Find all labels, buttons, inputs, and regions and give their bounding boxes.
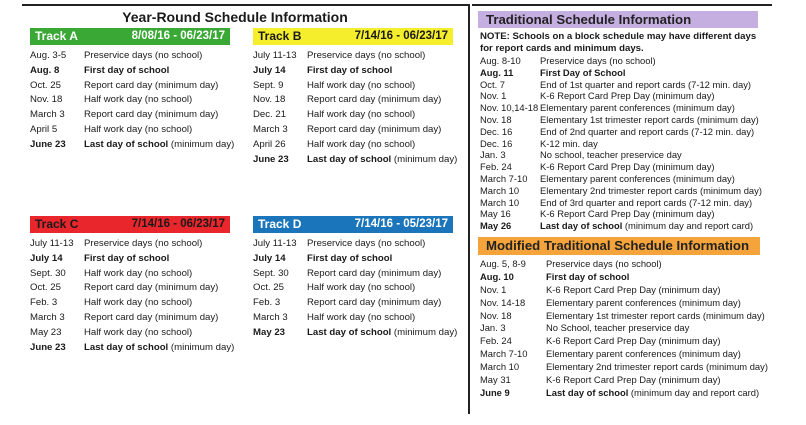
schedule-row — [253, 123, 453, 138]
traditional-note: NOTE: Schools on a block schedule may have different days for report cards and minimum days. — [480, 31, 757, 54]
row-event-text: Report card day (minimum day) — [307, 267, 442, 279]
row-date: June 23 — [253, 153, 289, 165]
schedule-row — [480, 297, 768, 310]
row-event — [307, 93, 441, 108]
track-a-dates: 8/08/16 - 06/23/17 — [131, 30, 225, 42]
row-event — [546, 387, 759, 400]
row-event-text: First day of school — [307, 252, 393, 264]
row-event-text: Preservice days (no school) — [84, 238, 203, 249]
schedule-row — [253, 281, 453, 296]
row-event-note: (minimum day) — [168, 138, 235, 150]
schedule-row — [480, 55, 762, 67]
row-event — [84, 326, 192, 341]
row-event — [540, 67, 625, 79]
row-date: Nov. 14-18 — [480, 296, 526, 308]
schedule-row — [253, 296, 453, 311]
row-event — [540, 102, 735, 114]
row-event — [307, 252, 392, 267]
row-event — [307, 326, 457, 341]
row-event-text: K-6 Report Card Prep Day (minimum day) — [546, 283, 721, 295]
track-b-name: Track B — [258, 29, 302, 43]
row-date: March 10 — [480, 196, 520, 208]
row-date: Feb. 24 — [480, 335, 512, 347]
row-event-text: Elementary 2nd trimester report cards (minimum day) — [540, 184, 762, 196]
schedule-row — [480, 374, 768, 387]
row-event — [540, 55, 656, 67]
row-date: April 5 — [30, 123, 58, 135]
row-event-text: Report card day (minimum day) — [84, 109, 219, 121]
row-event-text: Last day of school — [546, 386, 629, 398]
row-event-text: Elementary parent conferences (minimum day) — [540, 102, 735, 114]
row-event-text: Report card day (minimum day) — [84, 79, 219, 91]
schedule-row — [253, 252, 453, 267]
row-date: May 16 — [480, 208, 511, 220]
row-event-text: Elementary parent conferences (minimum day) — [540, 172, 735, 184]
row-event — [307, 108, 415, 123]
row-event-text: Half work day (no school) — [307, 109, 416, 121]
track-d-dates: 7/14/16 - 05/23/17 — [354, 218, 448, 230]
row-event-text: Report card day (minimum day) — [307, 94, 442, 106]
row-event-text: K-6 Report Card Prep Day (minimum day) — [540, 208, 715, 220]
row-event-text: K-6 Report Card Prep Day (minimum day) — [540, 90, 715, 102]
row-date: Dec. 16 — [480, 125, 513, 137]
track-a-header — [30, 28, 230, 45]
row-date: Feb. 3 — [30, 297, 58, 309]
schedule-row — [30, 79, 230, 94]
row-event — [546, 361, 768, 374]
row-event-text: Preservice days (no school) — [540, 55, 656, 66]
schedule-row — [253, 108, 453, 123]
row-event-text: Half work day (no school) — [307, 79, 416, 91]
row-event — [84, 341, 234, 356]
schedule-row — [480, 138, 762, 150]
schedule-row — [253, 311, 453, 326]
row-event — [540, 79, 751, 91]
row-event — [84, 311, 218, 326]
row-event — [84, 281, 218, 296]
row-date: July 14 — [253, 252, 286, 264]
track-b-dates: 7/14/16 - 06/23/17 — [354, 30, 448, 42]
row-event — [307, 267, 441, 282]
row-event-text: Half work day (no school) — [307, 138, 416, 150]
row-event-text: Elementary 2nd trimester report cards (minimum day) — [546, 361, 768, 373]
row-date: July 11-13 — [253, 238, 297, 249]
schedule-row — [480, 208, 762, 220]
row-event-note: (minimum day and report card) — [628, 386, 760, 398]
row-event — [546, 374, 721, 387]
schedule-row — [480, 258, 768, 271]
row-event — [540, 138, 598, 150]
row-event — [546, 335, 721, 348]
row-date: Nov. 10,14-18 — [480, 102, 539, 114]
row-event-text: K-6 Report Card Prep Day (minimum day) — [540, 161, 715, 173]
schedule-row — [480, 67, 762, 79]
row-date: March 3 — [253, 123, 288, 135]
row-event — [84, 79, 218, 94]
schedule-row — [30, 237, 230, 252]
row-event-text: Preservice days (no school) — [307, 238, 426, 249]
row-event-text: Report card day (minimum day) — [84, 311, 219, 323]
row-event-text: Last day of school — [84, 341, 169, 353]
track-b-rows — [253, 49, 458, 167]
row-event-text: Half work day (no school) — [307, 311, 416, 323]
row-event — [84, 138, 234, 153]
row-date: Nov. 18 — [480, 309, 512, 321]
track-b-header — [253, 28, 453, 45]
schedule-row — [253, 237, 453, 252]
row-event — [546, 258, 662, 271]
top-border-left — [22, 4, 470, 6]
schedule-row — [253, 138, 453, 153]
row-event-text: Last day of school — [307, 326, 392, 338]
row-event-text: No school, teacher preservice day — [540, 149, 682, 161]
row-event-text: Report card day (minimum day) — [307, 123, 442, 135]
row-date: March 7-10 — [480, 348, 528, 360]
schedule-row — [480, 348, 768, 361]
schedule-row — [480, 361, 768, 374]
track-a-rows — [30, 49, 235, 153]
row-event-text: Preservice days (no school) — [84, 50, 203, 61]
schedule-row — [480, 126, 762, 138]
row-event-text: Elementary 1st trimester report cards (minimum day) — [546, 309, 765, 321]
row-date: March 3 — [30, 311, 65, 323]
row-date: Oct. 25 — [30, 282, 61, 294]
schedule-row — [480, 185, 762, 197]
track-c-name: Track C — [35, 217, 79, 231]
row-date: Jan. 3 — [480, 322, 506, 334]
top-border-right — [472, 4, 772, 6]
schedule-row — [30, 138, 235, 153]
row-event-text: End of 2nd quarter and report cards (7-12 min. day) — [540, 125, 755, 137]
row-event — [540, 173, 735, 185]
row-event — [540, 126, 754, 138]
schedule-row — [30, 108, 230, 123]
row-date: Jan. 3 — [480, 149, 506, 161]
row-date: Aug. 11 — [480, 66, 514, 78]
row-event — [546, 348, 741, 361]
row-event — [84, 237, 202, 252]
row-event — [540, 114, 759, 126]
row-event-text: First day of school — [546, 270, 630, 282]
row-event-text: K-6 Report Card Prep Day (minimum day) — [546, 374, 721, 386]
row-date: June 9 — [480, 386, 510, 398]
row-date: Oct. 25 — [253, 282, 284, 294]
row-event — [307, 153, 457, 168]
row-event — [307, 49, 425, 64]
row-date: May 31 — [480, 374, 511, 386]
row-date: March 10 — [480, 361, 520, 373]
row-event-note: (minimum day) — [391, 153, 458, 165]
row-event-text: Half work day (no school) — [84, 326, 193, 338]
row-event — [307, 296, 441, 311]
row-event — [540, 161, 715, 173]
row-date: March 3 — [30, 109, 65, 121]
row-event — [307, 64, 392, 79]
row-event — [307, 311, 415, 326]
row-event-text: End of 3rd quarter and report cards (7-12 min. day) — [540, 196, 753, 208]
row-event-note: (minimum day) — [391, 326, 458, 338]
row-event-text: First day of school — [307, 64, 393, 76]
row-date: June 23 — [30, 138, 66, 150]
schedule-row — [253, 326, 458, 341]
row-date: Aug. 3-5 — [30, 50, 67, 61]
row-event-text: Half work day (no school) — [84, 267, 193, 279]
schedule-row — [253, 79, 453, 94]
row-date: Nov. 18 — [253, 94, 286, 106]
row-event — [84, 108, 218, 123]
schedule-row — [480, 161, 762, 173]
row-event — [546, 284, 721, 297]
row-event — [84, 296, 192, 311]
schedule-row — [30, 296, 230, 311]
track-a-name: Track A — [35, 29, 78, 43]
row-date: Feb. 3 — [253, 297, 281, 309]
row-date: Dec. 16 — [480, 137, 513, 149]
track-c — [30, 216, 235, 355]
row-date: Aug. 8-10 — [480, 55, 521, 66]
schedule-row — [30, 252, 230, 267]
row-event — [84, 93, 192, 108]
schedule-row — [30, 311, 230, 326]
row-event — [307, 281, 415, 296]
row-event — [540, 185, 762, 197]
row-event-text: Elementary parent conferences (minimum day) — [546, 348, 741, 360]
row-event-text: First day of school — [84, 64, 170, 76]
schedule-row — [480, 149, 762, 161]
row-date: July 11-13 — [30, 238, 74, 249]
row-event — [546, 271, 629, 284]
track-d — [253, 216, 458, 341]
traditional-rows — [480, 55, 762, 232]
row-event-note: (minimum day and report card) — [622, 220, 754, 232]
modified-title: Modified Traditional Schedule Information — [478, 237, 760, 255]
row-date: Aug. 5, 8-9 — [480, 258, 526, 269]
row-event-text: K-12 min. day — [540, 137, 598, 149]
schedule-row — [30, 281, 230, 296]
modified-rows — [480, 258, 768, 400]
schedule-row — [480, 284, 768, 297]
schedule-row — [253, 267, 453, 282]
schedule-row — [480, 79, 762, 91]
row-event-text: End of 1st quarter and report cards (7-12 min. day) — [540, 78, 752, 90]
row-date: Sept. 9 — [253, 79, 284, 91]
row-event-text: Elementary 1st trimester report cards (minimum day) — [540, 113, 759, 125]
row-event-text: Report card day (minimum day) — [84, 282, 219, 294]
row-event — [540, 90, 715, 102]
row-event — [84, 64, 169, 79]
row-event-text: Last day of school — [540, 220, 623, 232]
row-date: July 14 — [30, 252, 63, 264]
schedule-row — [30, 64, 230, 79]
row-date: May 26 — [480, 220, 512, 232]
row-date: May 23 — [253, 326, 285, 338]
row-event-text: K-6 Report Card Prep Day (minimum day) — [546, 335, 721, 347]
row-date: Oct. 7 — [480, 78, 506, 90]
row-event — [307, 138, 415, 153]
schedule-row — [30, 93, 230, 108]
row-event — [540, 220, 753, 232]
row-event — [307, 79, 415, 94]
row-event — [84, 49, 202, 64]
row-date: Aug. 10 — [480, 270, 514, 282]
schedule-row — [253, 49, 453, 64]
schedule-row — [480, 173, 762, 185]
row-event-note: (minimum day) — [168, 341, 235, 353]
schedule-row — [480, 102, 762, 114]
row-date: Nov. 1 — [480, 283, 507, 295]
row-event-text: Preservice days (no school) — [307, 50, 426, 61]
row-event-text: No School, teacher preservice day — [546, 322, 690, 334]
row-event — [307, 237, 425, 252]
row-event — [540, 208, 715, 220]
row-date: May 23 — [30, 326, 62, 338]
row-date: Aug. 8 — [30, 64, 60, 76]
schedule-row — [253, 64, 453, 79]
row-event-text: Last day of school — [84, 138, 169, 150]
traditional-title: Traditional Schedule Information — [478, 11, 758, 28]
schedule-row — [253, 153, 458, 168]
track-c-header — [30, 216, 230, 233]
row-date: Sept. 30 — [30, 267, 66, 279]
row-event-text: Half work day (no school) — [84, 94, 193, 106]
row-date: Nov. 18 — [480, 113, 512, 125]
schedule-row — [480, 271, 768, 284]
track-c-rows — [30, 237, 235, 355]
row-date: Nov. 1 — [480, 90, 507, 102]
schedule-row — [480, 335, 768, 348]
row-date: April 26 — [253, 138, 286, 150]
row-date: Sept. 30 — [253, 267, 289, 279]
row-event — [546, 310, 765, 323]
schedule-row — [253, 93, 453, 108]
row-event — [546, 322, 689, 335]
schedule-row — [480, 220, 762, 232]
row-date: March 10 — [480, 184, 520, 196]
track-d-name: Track D — [258, 217, 302, 231]
schedule-row — [480, 114, 762, 126]
row-date: July 11-13 — [253, 50, 297, 61]
row-event — [546, 297, 741, 310]
row-date: Oct. 25 — [30, 79, 61, 91]
row-date: Nov. 18 — [30, 94, 63, 106]
row-event-text: Half work day (no school) — [84, 123, 193, 135]
row-event-text: First Day of School — [540, 66, 626, 78]
column-divider — [468, 4, 470, 414]
row-event-text: Last day of school — [307, 153, 392, 165]
row-event-text: Half work day (no school) — [84, 297, 193, 309]
schedule-row — [30, 326, 230, 341]
schedule-row — [480, 197, 762, 209]
row-event-text: Report card day (minimum day) — [307, 297, 442, 309]
row-date: July 14 — [253, 64, 286, 76]
row-event — [84, 123, 192, 138]
track-d-header — [253, 216, 453, 233]
schedule-row — [480, 322, 768, 335]
row-date: Feb. 24 — [480, 161, 512, 173]
year-round-title: Year-Round Schedule Information — [122, 9, 348, 25]
row-event — [84, 252, 169, 267]
row-event — [84, 267, 192, 282]
row-date: March 3 — [253, 311, 288, 323]
row-date: March 7-10 — [480, 172, 528, 184]
track-c-dates: 7/14/16 - 06/23/17 — [131, 218, 225, 230]
row-event-text: Preservice days (no school) — [546, 258, 662, 269]
row-event-text: Elementary parent conferences (minimum day) — [546, 296, 741, 308]
track-d-rows — [253, 237, 458, 341]
track-a — [30, 28, 235, 153]
schedule-row — [480, 310, 768, 323]
row-date: June 23 — [30, 341, 66, 353]
schedule-row — [30, 341, 235, 356]
row-event-text: Half work day (no school) — [307, 282, 416, 294]
row-event — [540, 197, 752, 209]
schedule-row — [30, 123, 230, 138]
track-b — [253, 28, 458, 167]
row-event — [307, 123, 441, 138]
schedule-row — [30, 267, 230, 282]
schedule-row — [30, 49, 230, 64]
row-date: Dec. 21 — [253, 109, 287, 121]
schedule-row — [480, 90, 762, 102]
row-event — [540, 149, 682, 161]
row-event-text: First day of school — [84, 252, 170, 264]
schedule-row — [480, 387, 768, 400]
